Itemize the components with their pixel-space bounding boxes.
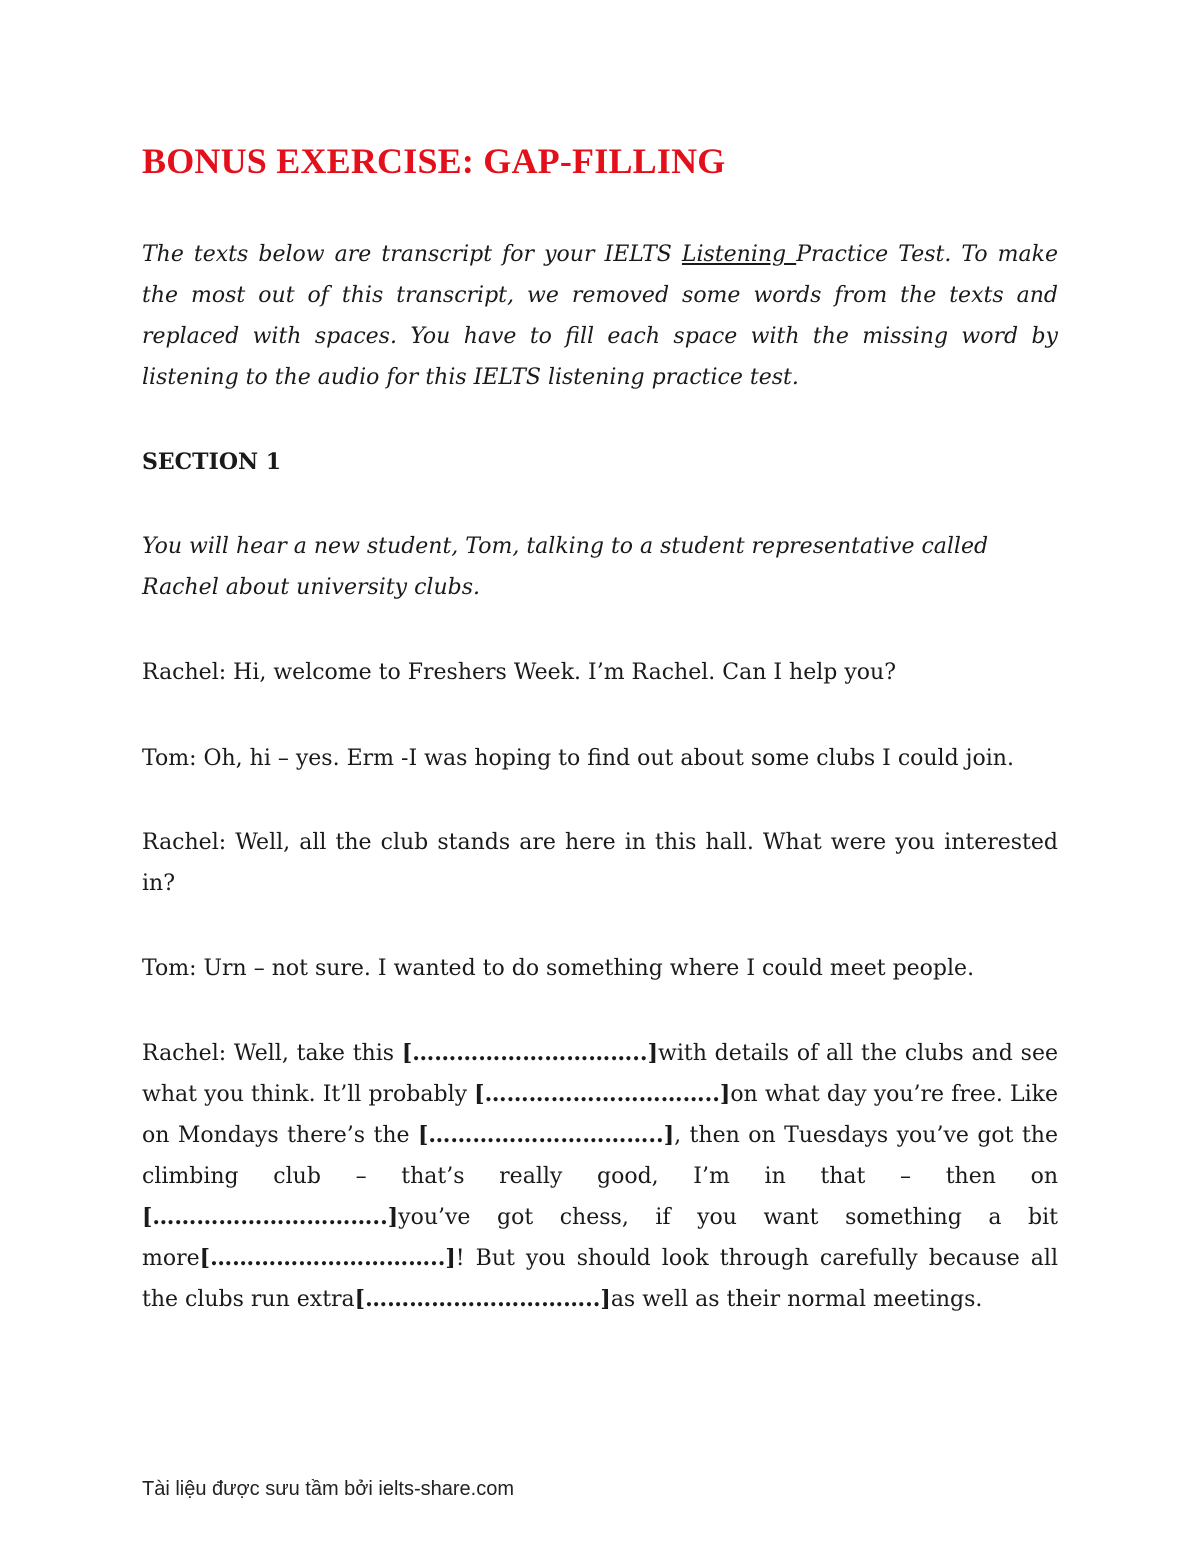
gap-text: ! But you should look through carefully because all the clubs run extra <box>142 1246 1058 1312</box>
intro-text-before: The texts below are transcript for your IELTS <box>142 242 682 267</box>
intro-paragraph <box>142 234 1058 398</box>
section-heading: SECTION 1 <box>142 449 282 475</box>
page-title: BONUS EXERCISE: GAP-FILLING <box>142 141 726 181</box>
dialogue-line: Tom: Urn – not sure. I wanted to do something where I could meet people. <box>142 956 975 981</box>
gap-text: with details of all the clubs and see what you think. It’ll probably <box>142 1041 1058 1107</box>
dialogue-line: Rachel: Hi, welcome to Freshers Week. I’m Rachel. Can I help you? <box>142 660 896 685</box>
gap-text: you’ve got chess, if you want something a bit more <box>142 1205 1058 1271</box>
gap-fill-paragraph <box>142 1033 1058 1320</box>
gap-text: as well as their normal meetings. <box>610 1287 983 1312</box>
page-footer: Tài liệu được sưu tầm bởi ielts-share.com <box>142 1478 515 1500</box>
gap-text: on what day you’re free. Like on Mondays there’s the <box>142 1082 1059 1148</box>
gap-blank-5[interactable]: […………………………..] <box>199 1245 456 1271</box>
dialogue-line: Tom: Oh, hi – yes. Erm -I was hoping to find out about some clubs I could join. <box>142 746 1014 771</box>
listening-link[interactable]: Listening <box>681 242 797 267</box>
gap-text: Rachel: Well, take this <box>142 1041 402 1066</box>
context-paragraph: You will hear a new student, Tom, talking to a student representative called Rachel about university clubs. <box>142 534 989 600</box>
intro-text-after: Practice Test. To make the most out of this transcript, we removed some words from the texts and replaced with spaces. You have to fill each space with the missing word by listening to the audio for this IELTS listening practice test. <box>142 242 1058 390</box>
gap-text: , then on Tuesdays you’ve got the climbing club – that’s really good, I’m in that – then on <box>142 1123 1058 1189</box>
gap-blank-4[interactable]: […………………………..] <box>142 1204 399 1230</box>
gap-blank-6[interactable]: […………………………..] <box>354 1286 611 1312</box>
gap-blank-1[interactable]: […………………………..] <box>401 1040 658 1066</box>
dialogue-line: Rachel: Well, all the club stands are here in this hall. What were you interested in? <box>142 830 1058 896</box>
gap-blank-2[interactable]: […………………………..] <box>474 1081 731 1107</box>
gap-blank-3[interactable]: […………………………..] <box>417 1122 675 1148</box>
